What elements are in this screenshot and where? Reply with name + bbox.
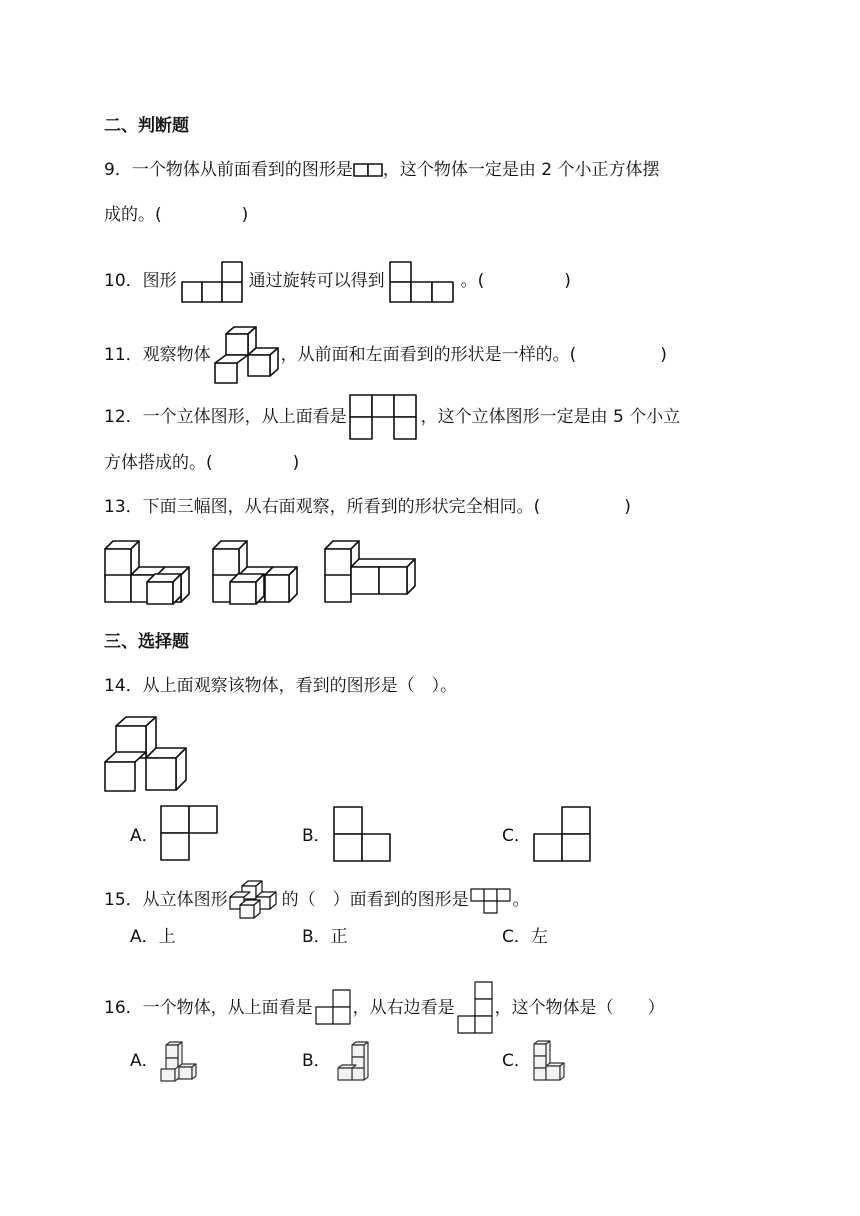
two-squares-figure: [353, 163, 383, 177]
question-13: [104, 495, 631, 519]
question-text: 成的。(: [104, 205, 162, 225]
question-14: [104, 674, 457, 698]
question-number: 13．: [104, 497, 143, 517]
paren-close: ): [660, 345, 667, 365]
option-label: C．: [502, 1051, 531, 1071]
q14-option-c[interactable]: [502, 824, 531, 848]
cube-stack-figure: [214, 326, 278, 384]
paren-close: ): [292, 453, 300, 473]
q16-option-a-figure: [160, 1041, 200, 1083]
question-10: [104, 258, 571, 304]
question-text: 一个物体，从上面看是: [142, 998, 313, 1018]
question-text: ，从前面和左面看到的形状是一样的。(: [280, 345, 577, 365]
top-view-figure: [349, 394, 419, 440]
q14-option-b[interactable]: [302, 824, 331, 848]
q13-figure-2: [212, 540, 298, 604]
question-number: 15．: [104, 890, 143, 910]
question-text: 一个物体从前面看到的图形是: [131, 160, 353, 180]
question-text: 方体搭成的。(: [104, 453, 213, 473]
shape-original-figure: [181, 258, 245, 304]
section-heading-judgement: 二、判断题: [104, 116, 189, 136]
question-text: 。(: [460, 271, 485, 291]
q14-cube-figure: [104, 716, 188, 792]
question-number: 10．: [104, 271, 143, 291]
q16-option-a[interactable]: [130, 1049, 159, 1073]
t-shape-figure: [469, 885, 513, 915]
question-text: ，这个立体图形一定是由 5 个小立: [420, 407, 681, 427]
question-15: [104, 880, 530, 920]
paren-close: ): [624, 497, 631, 517]
question-number: 12．: [104, 407, 143, 427]
option-label: A．: [130, 1051, 159, 1071]
question-number: 14．: [104, 676, 143, 696]
question-text: 观察物体: [142, 345, 211, 365]
small-cube-figure: [228, 880, 282, 920]
option-label: C．: [502, 826, 531, 846]
question-text: 。: [512, 890, 530, 910]
top-view-small-figure: [313, 988, 353, 1028]
question-text: ，从右边看是: [352, 998, 455, 1018]
question-text: 一个立体图形，从上面看是: [142, 407, 347, 427]
q16-option-b[interactable]: [302, 1049, 331, 1073]
question-12-line-1: [104, 394, 680, 440]
q13-figure-3: [324, 540, 416, 604]
paren-close: ): [564, 271, 571, 291]
question-text: ，这个物体一定是由 2 个小正方体摆: [382, 160, 660, 180]
right-view-small-figure: [455, 980, 495, 1036]
q13-figure-1: [104, 540, 190, 604]
q14-option-c-figure: [533, 806, 593, 862]
question-text: 从立体图形: [142, 890, 228, 910]
question-16: [104, 980, 665, 1036]
question-number: 11．: [104, 345, 143, 365]
section-heading-choice: 三、选择题: [104, 632, 189, 652]
question-number: 16．: [104, 998, 143, 1018]
q16-option-c[interactable]: [502, 1049, 531, 1073]
q14-option-b-figure: [333, 806, 393, 862]
question-12-line-2: [104, 451, 299, 475]
q15-option-c[interactable]: C．左: [502, 927, 548, 947]
shape-rotated-figure: [389, 258, 457, 304]
question-text: 通过旋转可以得到: [248, 271, 385, 291]
question-text: 下面三幅图，从右面观察，所看到的形状完全相同。(: [142, 497, 541, 517]
question-9-line-1: [104, 158, 659, 182]
question-11: [104, 326, 667, 384]
option-label: B．: [302, 1051, 331, 1071]
question-number: 9．: [104, 160, 132, 180]
question-text: 图形: [142, 271, 177, 291]
q15-option-b[interactable]: B．正: [302, 927, 348, 947]
question-text: 的（ ）面看到的图形是: [281, 890, 469, 910]
question-text: ，这个物体是（ ）: [494, 998, 665, 1018]
option-label: A．: [130, 826, 159, 846]
q16-option-b-figure: [334, 1041, 374, 1083]
q16-option-c-figure: [532, 1040, 572, 1084]
question-9-line-2: [104, 203, 248, 227]
q14-option-a-figure: [160, 805, 220, 861]
q15-option-a[interactable]: A．上: [130, 927, 176, 947]
q14-option-a[interactable]: [130, 824, 159, 848]
question-text: 从上面观察该物体，看到的图形是（ ）。: [142, 676, 458, 696]
paren-close: ): [241, 205, 249, 225]
option-label: B．: [302, 826, 331, 846]
